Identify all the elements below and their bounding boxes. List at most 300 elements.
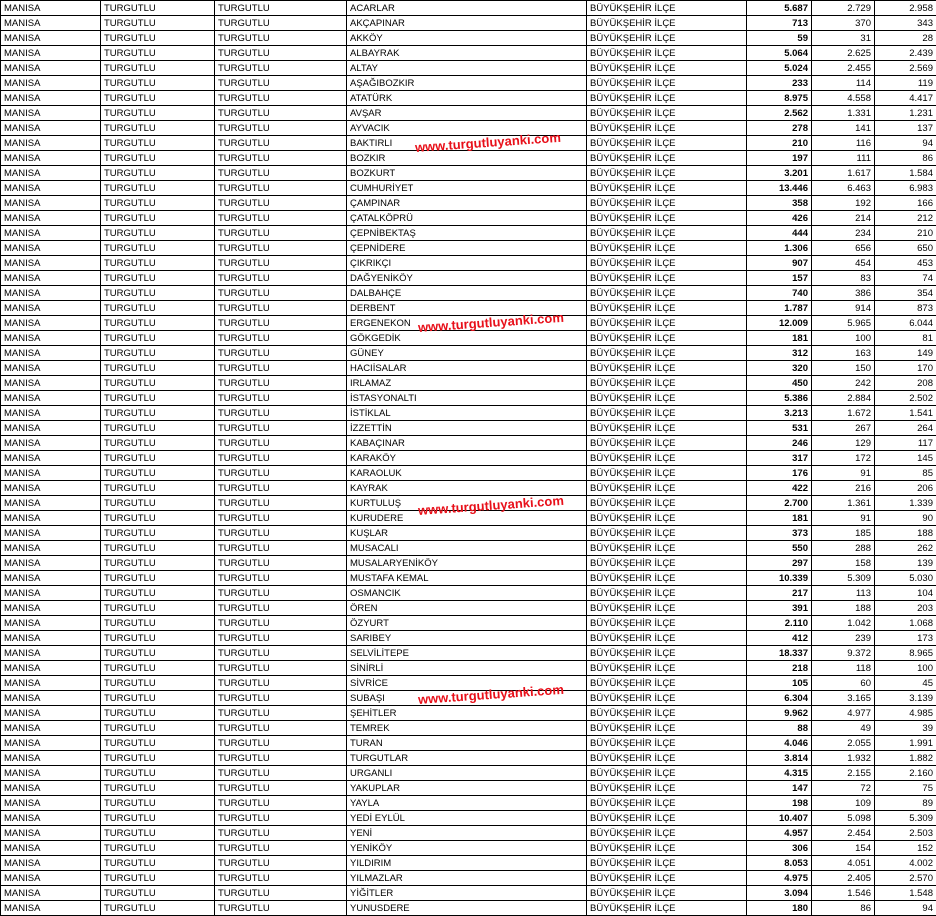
municipality-type-cell[interactable]: BÜYÜKŞEHİR İLÇE [587,286,747,301]
female-population-cell[interactable]: 28 [875,31,936,46]
municipality-type-cell[interactable]: BÜYÜKŞEHİR İLÇE [587,526,747,541]
total-population-cell[interactable]: 4.957 [747,826,812,841]
male-population-cell[interactable]: 3.165 [812,691,875,706]
female-population-cell[interactable]: 208 [875,376,936,391]
district-cell[interactable]: TURGUTLU [101,61,215,76]
municipality-type-cell[interactable]: BÜYÜKŞEHİR İLÇE [587,661,747,676]
male-population-cell[interactable]: 4.558 [812,91,875,106]
neighborhood-cell[interactable]: YILDIRIM [347,856,587,871]
district-cell[interactable]: TURGUTLU [101,391,215,406]
district-cell[interactable]: TURGUTLU [101,511,215,526]
total-population-cell[interactable]: 2.562 [747,106,812,121]
female-population-cell[interactable]: 2.570 [875,871,936,886]
female-population-cell[interactable]: 206 [875,481,936,496]
female-population-cell[interactable]: 173 [875,631,936,646]
district-cell[interactable]: TURGUTLU [101,841,215,856]
female-population-cell[interactable]: 81 [875,331,936,346]
neighborhood-cell[interactable]: YEDİ EYLÜL [347,811,587,826]
female-population-cell[interactable]: 117 [875,436,936,451]
female-population-cell[interactable]: 75 [875,781,936,796]
municipality-cell[interactable]: TURGUTLU [215,16,347,31]
municipality-cell[interactable]: TURGUTLU [215,856,347,871]
female-population-cell[interactable]: 343 [875,16,936,31]
total-population-cell[interactable]: 157 [747,271,812,286]
municipality-type-cell[interactable]: BÜYÜKŞEHİR İLÇE [587,871,747,886]
province-cell[interactable]: MANISA [1,91,101,106]
province-cell[interactable]: MANISA [1,631,101,646]
total-population-cell[interactable]: 5.687 [747,1,812,16]
municipality-cell[interactable]: TURGUTLU [215,241,347,256]
municipality-cell[interactable]: TURGUTLU [215,316,347,331]
municipality-cell[interactable]: TURGUTLU [215,556,347,571]
province-cell[interactable]: MANISA [1,136,101,151]
municipality-cell[interactable]: TURGUTLU [215,811,347,826]
male-population-cell[interactable]: 185 [812,526,875,541]
male-population-cell[interactable]: 5.098 [812,811,875,826]
female-population-cell[interactable]: 1.584 [875,166,936,181]
district-cell[interactable]: TURGUTLU [101,706,215,721]
neighborhood-cell[interactable]: IRLAMAZ [347,376,587,391]
total-population-cell[interactable]: 907 [747,256,812,271]
female-population-cell[interactable]: 1.548 [875,886,936,901]
male-population-cell[interactable]: 4.051 [812,856,875,871]
district-cell[interactable]: TURGUTLU [101,481,215,496]
municipality-type-cell[interactable]: BÜYÜKŞEHİR İLÇE [587,646,747,661]
neighborhood-cell[interactable]: AYVACIK [347,121,587,136]
neighborhood-cell[interactable]: ÇIKRIKÇI [347,256,587,271]
neighborhood-cell[interactable]: MUSTAFA KEMAL [347,571,587,586]
province-cell[interactable]: MANISA [1,406,101,421]
municipality-type-cell[interactable]: BÜYÜKŞEHİR İLÇE [587,511,747,526]
province-cell[interactable]: MANISA [1,151,101,166]
municipality-cell[interactable]: TURGUTLU [215,451,347,466]
total-population-cell[interactable]: 3.213 [747,406,812,421]
province-cell[interactable]: MANISA [1,646,101,661]
neighborhood-cell[interactable]: ÇAMPINAR [347,196,587,211]
district-cell[interactable]: TURGUTLU [101,571,215,586]
province-cell[interactable]: MANISA [1,346,101,361]
municipality-cell[interactable]: TURGUTLU [215,346,347,361]
municipality-type-cell[interactable]: BÜYÜKŞEHİR İLÇE [587,436,747,451]
municipality-type-cell[interactable]: BÜYÜKŞEHİR İLÇE [587,616,747,631]
total-population-cell[interactable]: 5.386 [747,391,812,406]
male-population-cell[interactable]: 1.546 [812,886,875,901]
district-cell[interactable]: TURGUTLU [101,181,215,196]
male-population-cell[interactable]: 72 [812,781,875,796]
municipality-cell[interactable]: TURGUTLU [215,121,347,136]
municipality-cell[interactable]: TURGUTLU [215,211,347,226]
municipality-cell[interactable]: TURGUTLU [215,541,347,556]
neighborhood-cell[interactable]: KURTULUŞ [347,496,587,511]
district-cell[interactable]: TURGUTLU [101,1,215,16]
district-cell[interactable]: TURGUTLU [101,286,215,301]
district-cell[interactable]: TURGUTLU [101,301,215,316]
province-cell[interactable]: MANISA [1,661,101,676]
municipality-type-cell[interactable]: BÜYÜKŞEHİR İLÇE [587,571,747,586]
province-cell[interactable]: MANISA [1,886,101,901]
neighborhood-cell[interactable]: TEMREK [347,721,587,736]
total-population-cell[interactable]: 3.814 [747,751,812,766]
neighborhood-cell[interactable]: YILMAZLAR [347,871,587,886]
municipality-type-cell[interactable]: BÜYÜKŞEHİR İLÇE [587,886,747,901]
province-cell[interactable]: MANISA [1,766,101,781]
total-population-cell[interactable]: 8.975 [747,91,812,106]
total-population-cell[interactable]: 246 [747,436,812,451]
province-cell[interactable]: MANISA [1,226,101,241]
male-population-cell[interactable]: 239 [812,631,875,646]
total-population-cell[interactable]: 297 [747,556,812,571]
total-population-cell[interactable]: 278 [747,121,812,136]
district-cell[interactable]: TURGUTLU [101,586,215,601]
neighborhood-cell[interactable]: OSMANCIK [347,586,587,601]
province-cell[interactable]: MANISA [1,391,101,406]
district-cell[interactable]: TURGUTLU [101,196,215,211]
total-population-cell[interactable]: 306 [747,841,812,856]
total-population-cell[interactable]: 312 [747,346,812,361]
municipality-cell[interactable]: TURGUTLU [215,796,347,811]
province-cell[interactable]: MANISA [1,751,101,766]
province-cell[interactable]: MANISA [1,31,101,46]
total-population-cell[interactable]: 181 [747,511,812,526]
total-population-cell[interactable]: 13.446 [747,181,812,196]
female-population-cell[interactable]: 210 [875,226,936,241]
neighborhood-cell[interactable]: HACIİSALAR [347,361,587,376]
female-population-cell[interactable]: 6.983 [875,181,936,196]
district-cell[interactable]: TURGUTLU [101,256,215,271]
female-population-cell[interactable]: 873 [875,301,936,316]
municipality-type-cell[interactable]: BÜYÜKŞEHİR İLÇE [587,406,747,421]
male-population-cell[interactable]: 2.055 [812,736,875,751]
neighborhood-cell[interactable]: ŞEHİTLER [347,706,587,721]
municipality-cell[interactable]: TURGUTLU [215,106,347,121]
district-cell[interactable]: TURGUTLU [101,346,215,361]
female-population-cell[interactable]: 90 [875,511,936,526]
neighborhood-cell[interactable]: ÖREN [347,601,587,616]
province-cell[interactable]: MANISA [1,721,101,736]
male-population-cell[interactable]: 386 [812,286,875,301]
district-cell[interactable]: TURGUTLU [101,421,215,436]
neighborhood-cell[interactable]: MUSACALI [347,541,587,556]
municipality-type-cell[interactable]: BÜYÜKŞEHİR İLÇE [587,181,747,196]
municipality-cell[interactable]: TURGUTLU [215,766,347,781]
female-population-cell[interactable]: 104 [875,586,936,601]
neighborhood-cell[interactable]: MUSALARYENİKÖY [347,556,587,571]
total-population-cell[interactable]: 531 [747,421,812,436]
municipality-type-cell[interactable]: BÜYÜKŞEHİR İLÇE [587,586,747,601]
total-population-cell[interactable]: 426 [747,211,812,226]
municipality-type-cell[interactable]: BÜYÜKŞEHİR İLÇE [587,766,747,781]
female-population-cell[interactable]: 1.231 [875,106,936,121]
municipality-type-cell[interactable]: BÜYÜKŞEHİR İLÇE [587,226,747,241]
total-population-cell[interactable]: 4.315 [747,766,812,781]
male-population-cell[interactable]: 242 [812,376,875,391]
female-population-cell[interactable]: 94 [875,136,936,151]
municipality-cell[interactable]: TURGUTLU [215,901,347,916]
municipality-type-cell[interactable]: BÜYÜKŞEHİR İLÇE [587,676,747,691]
female-population-cell[interactable]: 170 [875,361,936,376]
municipality-cell[interactable]: TURGUTLU [215,226,347,241]
municipality-type-cell[interactable]: BÜYÜKŞEHİR İLÇE [587,811,747,826]
district-cell[interactable]: TURGUTLU [101,616,215,631]
neighborhood-cell[interactable]: AKÇAPINAR [347,16,587,31]
district-cell[interactable]: TURGUTLU [101,811,215,826]
female-population-cell[interactable]: 1.339 [875,496,936,511]
province-cell[interactable]: MANISA [1,676,101,691]
total-population-cell[interactable]: 218 [747,661,812,676]
female-population-cell[interactable]: 2.503 [875,826,936,841]
municipality-type-cell[interactable]: BÜYÜKŞEHİR İLÇE [587,166,747,181]
municipality-type-cell[interactable]: BÜYÜKŞEHİR İLÇE [587,721,747,736]
male-population-cell[interactable]: 141 [812,121,875,136]
male-population-cell[interactable]: 172 [812,451,875,466]
district-cell[interactable]: TURGUTLU [101,691,215,706]
municipality-cell[interactable]: TURGUTLU [215,751,347,766]
neighborhood-cell[interactable]: YENİKÖY [347,841,587,856]
municipality-cell[interactable]: TURGUTLU [215,571,347,586]
municipality-type-cell[interactable]: BÜYÜKŞEHİR İLÇE [587,16,747,31]
province-cell[interactable]: MANISA [1,481,101,496]
municipality-type-cell[interactable]: BÜYÜKŞEHİR İLÇE [587,346,747,361]
province-cell[interactable]: MANISA [1,1,101,16]
female-population-cell[interactable]: 45 [875,676,936,691]
neighborhood-cell[interactable]: ÇATALKÖPRÜ [347,211,587,226]
municipality-type-cell[interactable]: BÜYÜKŞEHİR İLÇE [587,556,747,571]
female-population-cell[interactable]: 2.160 [875,766,936,781]
municipality-type-cell[interactable]: BÜYÜKŞEHİR İLÇE [587,691,747,706]
province-cell[interactable]: MANISA [1,451,101,466]
total-population-cell[interactable]: 10.339 [747,571,812,586]
male-population-cell[interactable]: 109 [812,796,875,811]
neighborhood-cell[interactable]: AKKÖY [347,31,587,46]
district-cell[interactable]: TURGUTLU [101,661,215,676]
neighborhood-cell[interactable]: TURAN [347,736,587,751]
male-population-cell[interactable]: 6.463 [812,181,875,196]
neighborhood-cell[interactable]: YİĞİTLER [347,886,587,901]
municipality-cell[interactable]: TURGUTLU [215,871,347,886]
neighborhood-cell[interactable]: ÇEPNİBEKTAŞ [347,226,587,241]
municipality-cell[interactable]: TURGUTLU [215,46,347,61]
total-population-cell[interactable]: 391 [747,601,812,616]
district-cell[interactable]: TURGUTLU [101,16,215,31]
total-population-cell[interactable]: 181 [747,331,812,346]
total-population-cell[interactable]: 88 [747,721,812,736]
neighborhood-cell[interactable]: ATATÜRK [347,91,587,106]
province-cell[interactable]: MANISA [1,526,101,541]
total-population-cell[interactable]: 320 [747,361,812,376]
female-population-cell[interactable]: 1.991 [875,736,936,751]
municipality-cell[interactable]: TURGUTLU [215,76,347,91]
male-population-cell[interactable]: 111 [812,151,875,166]
total-population-cell[interactable]: 2.110 [747,616,812,631]
neighborhood-cell[interactable]: CUMHURİYET [347,181,587,196]
municipality-cell[interactable]: TURGUTLU [215,61,347,76]
district-cell[interactable]: TURGUTLU [101,646,215,661]
male-population-cell[interactable]: 2.625 [812,46,875,61]
municipality-type-cell[interactable]: BÜYÜKŞEHİR İLÇE [587,781,747,796]
female-population-cell[interactable]: 4.985 [875,706,936,721]
district-cell[interactable]: TURGUTLU [101,541,215,556]
municipality-cell[interactable]: TURGUTLU [215,31,347,46]
district-cell[interactable]: TURGUTLU [101,736,215,751]
total-population-cell[interactable]: 3.094 [747,886,812,901]
municipality-type-cell[interactable]: BÜYÜKŞEHİR İLÇE [587,136,747,151]
municipality-cell[interactable]: TURGUTLU [215,436,347,451]
neighborhood-cell[interactable]: GÜNEY [347,346,587,361]
total-population-cell[interactable]: 422 [747,481,812,496]
male-population-cell[interactable]: 2.455 [812,61,875,76]
municipality-type-cell[interactable]: BÜYÜKŞEHİR İLÇE [587,481,747,496]
total-population-cell[interactable]: 1.306 [747,241,812,256]
district-cell[interactable]: TURGUTLU [101,886,215,901]
total-population-cell[interactable]: 59 [747,31,812,46]
municipality-type-cell[interactable]: BÜYÜKŞEHİR İLÇE [587,331,747,346]
neighborhood-cell[interactable]: ÇEPNİDERE [347,241,587,256]
total-population-cell[interactable]: 176 [747,466,812,481]
province-cell[interactable]: MANISA [1,61,101,76]
male-population-cell[interactable]: 91 [812,466,875,481]
neighborhood-cell[interactable]: KURUDERE [347,511,587,526]
district-cell[interactable]: TURGUTLU [101,361,215,376]
total-population-cell[interactable]: 3.201 [747,166,812,181]
female-population-cell[interactable]: 3.139 [875,691,936,706]
district-cell[interactable]: TURGUTLU [101,496,215,511]
province-cell[interactable]: MANISA [1,181,101,196]
total-population-cell[interactable]: 8.053 [747,856,812,871]
municipality-type-cell[interactable]: BÜYÜKŞEHİR İLÇE [587,796,747,811]
male-population-cell[interactable]: 1.672 [812,406,875,421]
municipality-cell[interactable]: TURGUTLU [215,691,347,706]
municipality-type-cell[interactable]: BÜYÜKŞEHİR İLÇE [587,601,747,616]
male-population-cell[interactable]: 60 [812,676,875,691]
male-population-cell[interactable]: 1.932 [812,751,875,766]
province-cell[interactable]: MANISA [1,256,101,271]
male-population-cell[interactable]: 234 [812,226,875,241]
male-population-cell[interactable]: 188 [812,601,875,616]
municipality-type-cell[interactable]: BÜYÜKŞEHİR İLÇE [587,361,747,376]
total-population-cell[interactable]: 198 [747,796,812,811]
district-cell[interactable]: TURGUTLU [101,436,215,451]
female-population-cell[interactable]: 264 [875,421,936,436]
province-cell[interactable]: MANISA [1,241,101,256]
municipality-cell[interactable]: TURGUTLU [215,526,347,541]
female-population-cell[interactable]: 166 [875,196,936,211]
neighborhood-cell[interactable]: AŞAĞIBOZKIR [347,76,587,91]
municipality-cell[interactable]: TURGUTLU [215,136,347,151]
male-population-cell[interactable]: 118 [812,661,875,676]
male-population-cell[interactable]: 214 [812,211,875,226]
municipality-type-cell[interactable]: BÜYÜKŞEHİR İLÇE [587,466,747,481]
district-cell[interactable]: TURGUTLU [101,121,215,136]
neighborhood-cell[interactable]: İSTİKLAL [347,406,587,421]
neighborhood-cell[interactable]: TURGUTLAR [347,751,587,766]
municipality-cell[interactable]: TURGUTLU [215,826,347,841]
province-cell[interactable]: MANISA [1,271,101,286]
female-population-cell[interactable]: 100 [875,661,936,676]
male-population-cell[interactable]: 158 [812,556,875,571]
female-population-cell[interactable]: 354 [875,286,936,301]
male-population-cell[interactable]: 113 [812,586,875,601]
municipality-cell[interactable]: TURGUTLU [215,196,347,211]
district-cell[interactable]: TURGUTLU [101,316,215,331]
neighborhood-cell[interactable]: ACARLAR [347,1,587,16]
neighborhood-cell[interactable]: ÖZYURT [347,616,587,631]
municipality-cell[interactable]: TURGUTLU [215,586,347,601]
municipality-cell[interactable]: TURGUTLU [215,496,347,511]
total-population-cell[interactable]: 6.304 [747,691,812,706]
neighborhood-cell[interactable]: BOZKIR [347,151,587,166]
male-population-cell[interactable]: 2.155 [812,766,875,781]
district-cell[interactable]: TURGUTLU [101,721,215,736]
male-population-cell[interactable]: 1.617 [812,166,875,181]
province-cell[interactable]: MANISA [1,781,101,796]
district-cell[interactable]: TURGUTLU [101,556,215,571]
neighborhood-cell[interactable]: SELVİLİTEPE [347,646,587,661]
municipality-type-cell[interactable]: BÜYÜKŞEHİR İLÇE [587,1,747,16]
total-population-cell[interactable]: 5.024 [747,61,812,76]
municipality-type-cell[interactable]: BÜYÜKŞEHİR İLÇE [587,106,747,121]
male-population-cell[interactable]: 91 [812,511,875,526]
district-cell[interactable]: TURGUTLU [101,856,215,871]
province-cell[interactable]: MANISA [1,436,101,451]
municipality-type-cell[interactable]: BÜYÜKŞEHİR İLÇE [587,46,747,61]
neighborhood-cell[interactable]: KABAÇINAR [347,436,587,451]
province-cell[interactable]: MANISA [1,166,101,181]
total-population-cell[interactable]: 18.337 [747,646,812,661]
male-population-cell[interactable]: 370 [812,16,875,31]
female-population-cell[interactable]: 139 [875,556,936,571]
neighborhood-cell[interactable]: AVŞAR [347,106,587,121]
province-cell[interactable]: MANISA [1,571,101,586]
district-cell[interactable]: TURGUTLU [101,271,215,286]
municipality-cell[interactable]: TURGUTLU [215,286,347,301]
municipality-type-cell[interactable]: BÜYÜKŞEHİR İLÇE [587,271,747,286]
male-population-cell[interactable]: 1.361 [812,496,875,511]
province-cell[interactable]: MANISA [1,376,101,391]
female-population-cell[interactable]: 8.965 [875,646,936,661]
male-population-cell[interactable]: 267 [812,421,875,436]
municipality-cell[interactable]: TURGUTLU [215,361,347,376]
province-cell[interactable]: MANISA [1,301,101,316]
municipality-cell[interactable]: TURGUTLU [215,466,347,481]
female-population-cell[interactable]: 89 [875,796,936,811]
province-cell[interactable]: MANISA [1,616,101,631]
municipality-cell[interactable]: TURGUTLU [215,1,347,16]
municipality-type-cell[interactable]: BÜYÜKŞEHİR İLÇE [587,391,747,406]
neighborhood-cell[interactable]: BOZKURT [347,166,587,181]
male-population-cell[interactable]: 83 [812,271,875,286]
municipality-type-cell[interactable]: BÜYÜKŞEHİR İLÇE [587,841,747,856]
municipality-type-cell[interactable]: BÜYÜKŞEHİR İLÇE [587,256,747,271]
province-cell[interactable]: MANISA [1,796,101,811]
municipality-type-cell[interactable]: BÜYÜKŞEHİR İLÇE [587,211,747,226]
neighborhood-cell[interactable]: SİNİRLİ [347,661,587,676]
total-population-cell[interactable]: 180 [747,901,812,916]
neighborhood-cell[interactable]: ERGENEKON [347,316,587,331]
municipality-cell[interactable]: TURGUTLU [215,166,347,181]
district-cell[interactable]: TURGUTLU [101,331,215,346]
district-cell[interactable]: TURGUTLU [101,106,215,121]
province-cell[interactable]: MANISA [1,466,101,481]
district-cell[interactable]: TURGUTLU [101,406,215,421]
total-population-cell[interactable]: 412 [747,631,812,646]
municipality-cell[interactable]: TURGUTLU [215,706,347,721]
district-cell[interactable]: TURGUTLU [101,226,215,241]
district-cell[interactable]: TURGUTLU [101,76,215,91]
neighborhood-cell[interactable]: YAKUPLAR [347,781,587,796]
municipality-cell[interactable]: TURGUTLU [215,511,347,526]
total-population-cell[interactable]: 105 [747,676,812,691]
municipality-cell[interactable]: TURGUTLU [215,256,347,271]
